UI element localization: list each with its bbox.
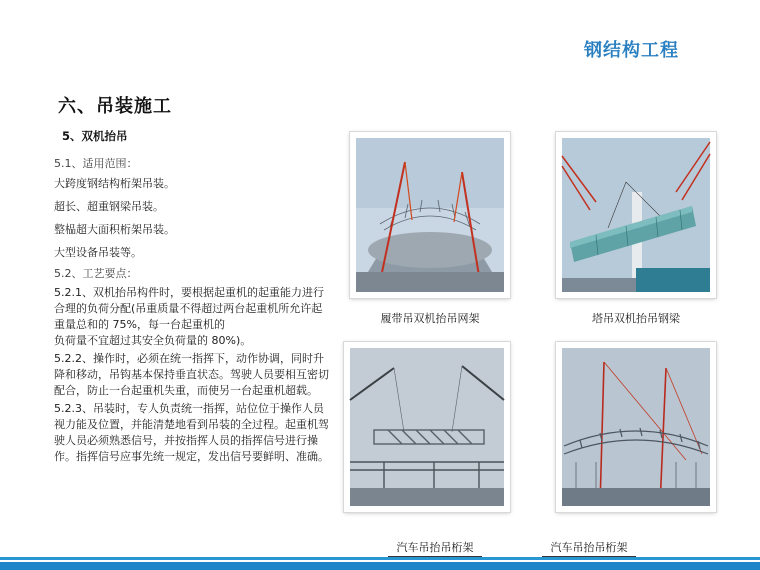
scope-item: 整榀超大面积桁架吊装。 (54, 223, 175, 236)
footer-bar (0, 562, 760, 570)
photo-truck-crane-truss-2 (556, 342, 716, 512)
process-point-1: 5.2.1、双机抬吊构件时，要根据起重机的起重能力进行合理的负荷分配(吊重质量不得超过两台起重机所允许起重量总和的 75%，每一台起重机的 负荷量不宜超过其安全负荷量的 80%)。 (54, 286, 324, 347)
photo-caption: 汽车吊抬吊桁架 (388, 539, 482, 557)
subsection-title: 5、双机抬吊 (62, 129, 128, 143)
photo-caption: 履带吊双机抬吊网架 (380, 312, 480, 325)
scope-item: 超长、超重钢梁吊装。 (54, 200, 164, 213)
process-point-2: 5.2.2、操作时，必须在统一指挥下，动作协调，同时升降和移动，吊钩基本保持垂直状态。驾驶人员要相互密切配合，防止一台起重机失重，而使另一台起重机超载。 (54, 352, 329, 397)
content-body (54, 156, 332, 465)
photo-caption: 塔吊双机抬吊钢梁 (592, 312, 680, 325)
section-title: 六、吊装施工 (58, 96, 172, 117)
photo-crawler-crane-grid (350, 132, 510, 298)
scope-item: 大跨度钢结构桁架吊装。 (54, 177, 175, 190)
photo-tower-crane-beam (556, 132, 716, 298)
header-title: 钢结构工程 (584, 40, 679, 61)
photo-caption: 汽车吊抬吊桁架 (542, 539, 636, 557)
scope-item: 大型设备吊装等。 (54, 246, 142, 259)
process-heading: 5.2、工艺要点： (54, 267, 138, 280)
photo-truck-crane-truss-1 (344, 342, 510, 512)
footer-stripe (0, 557, 760, 560)
process-point-3: 5.2.3、吊装时，专人负责统一指挥，站位位于操作人员视力能及位置，并能清楚地看到吊装的全过程。起重机驾驶人员必须熟悉信号，并按指挥人员的指挥信号进行操作。指挥信号应事先统一规定，发出信号要鲜明、准确。 (54, 402, 329, 463)
scope-heading: 5.1、适用范围： (54, 157, 138, 170)
